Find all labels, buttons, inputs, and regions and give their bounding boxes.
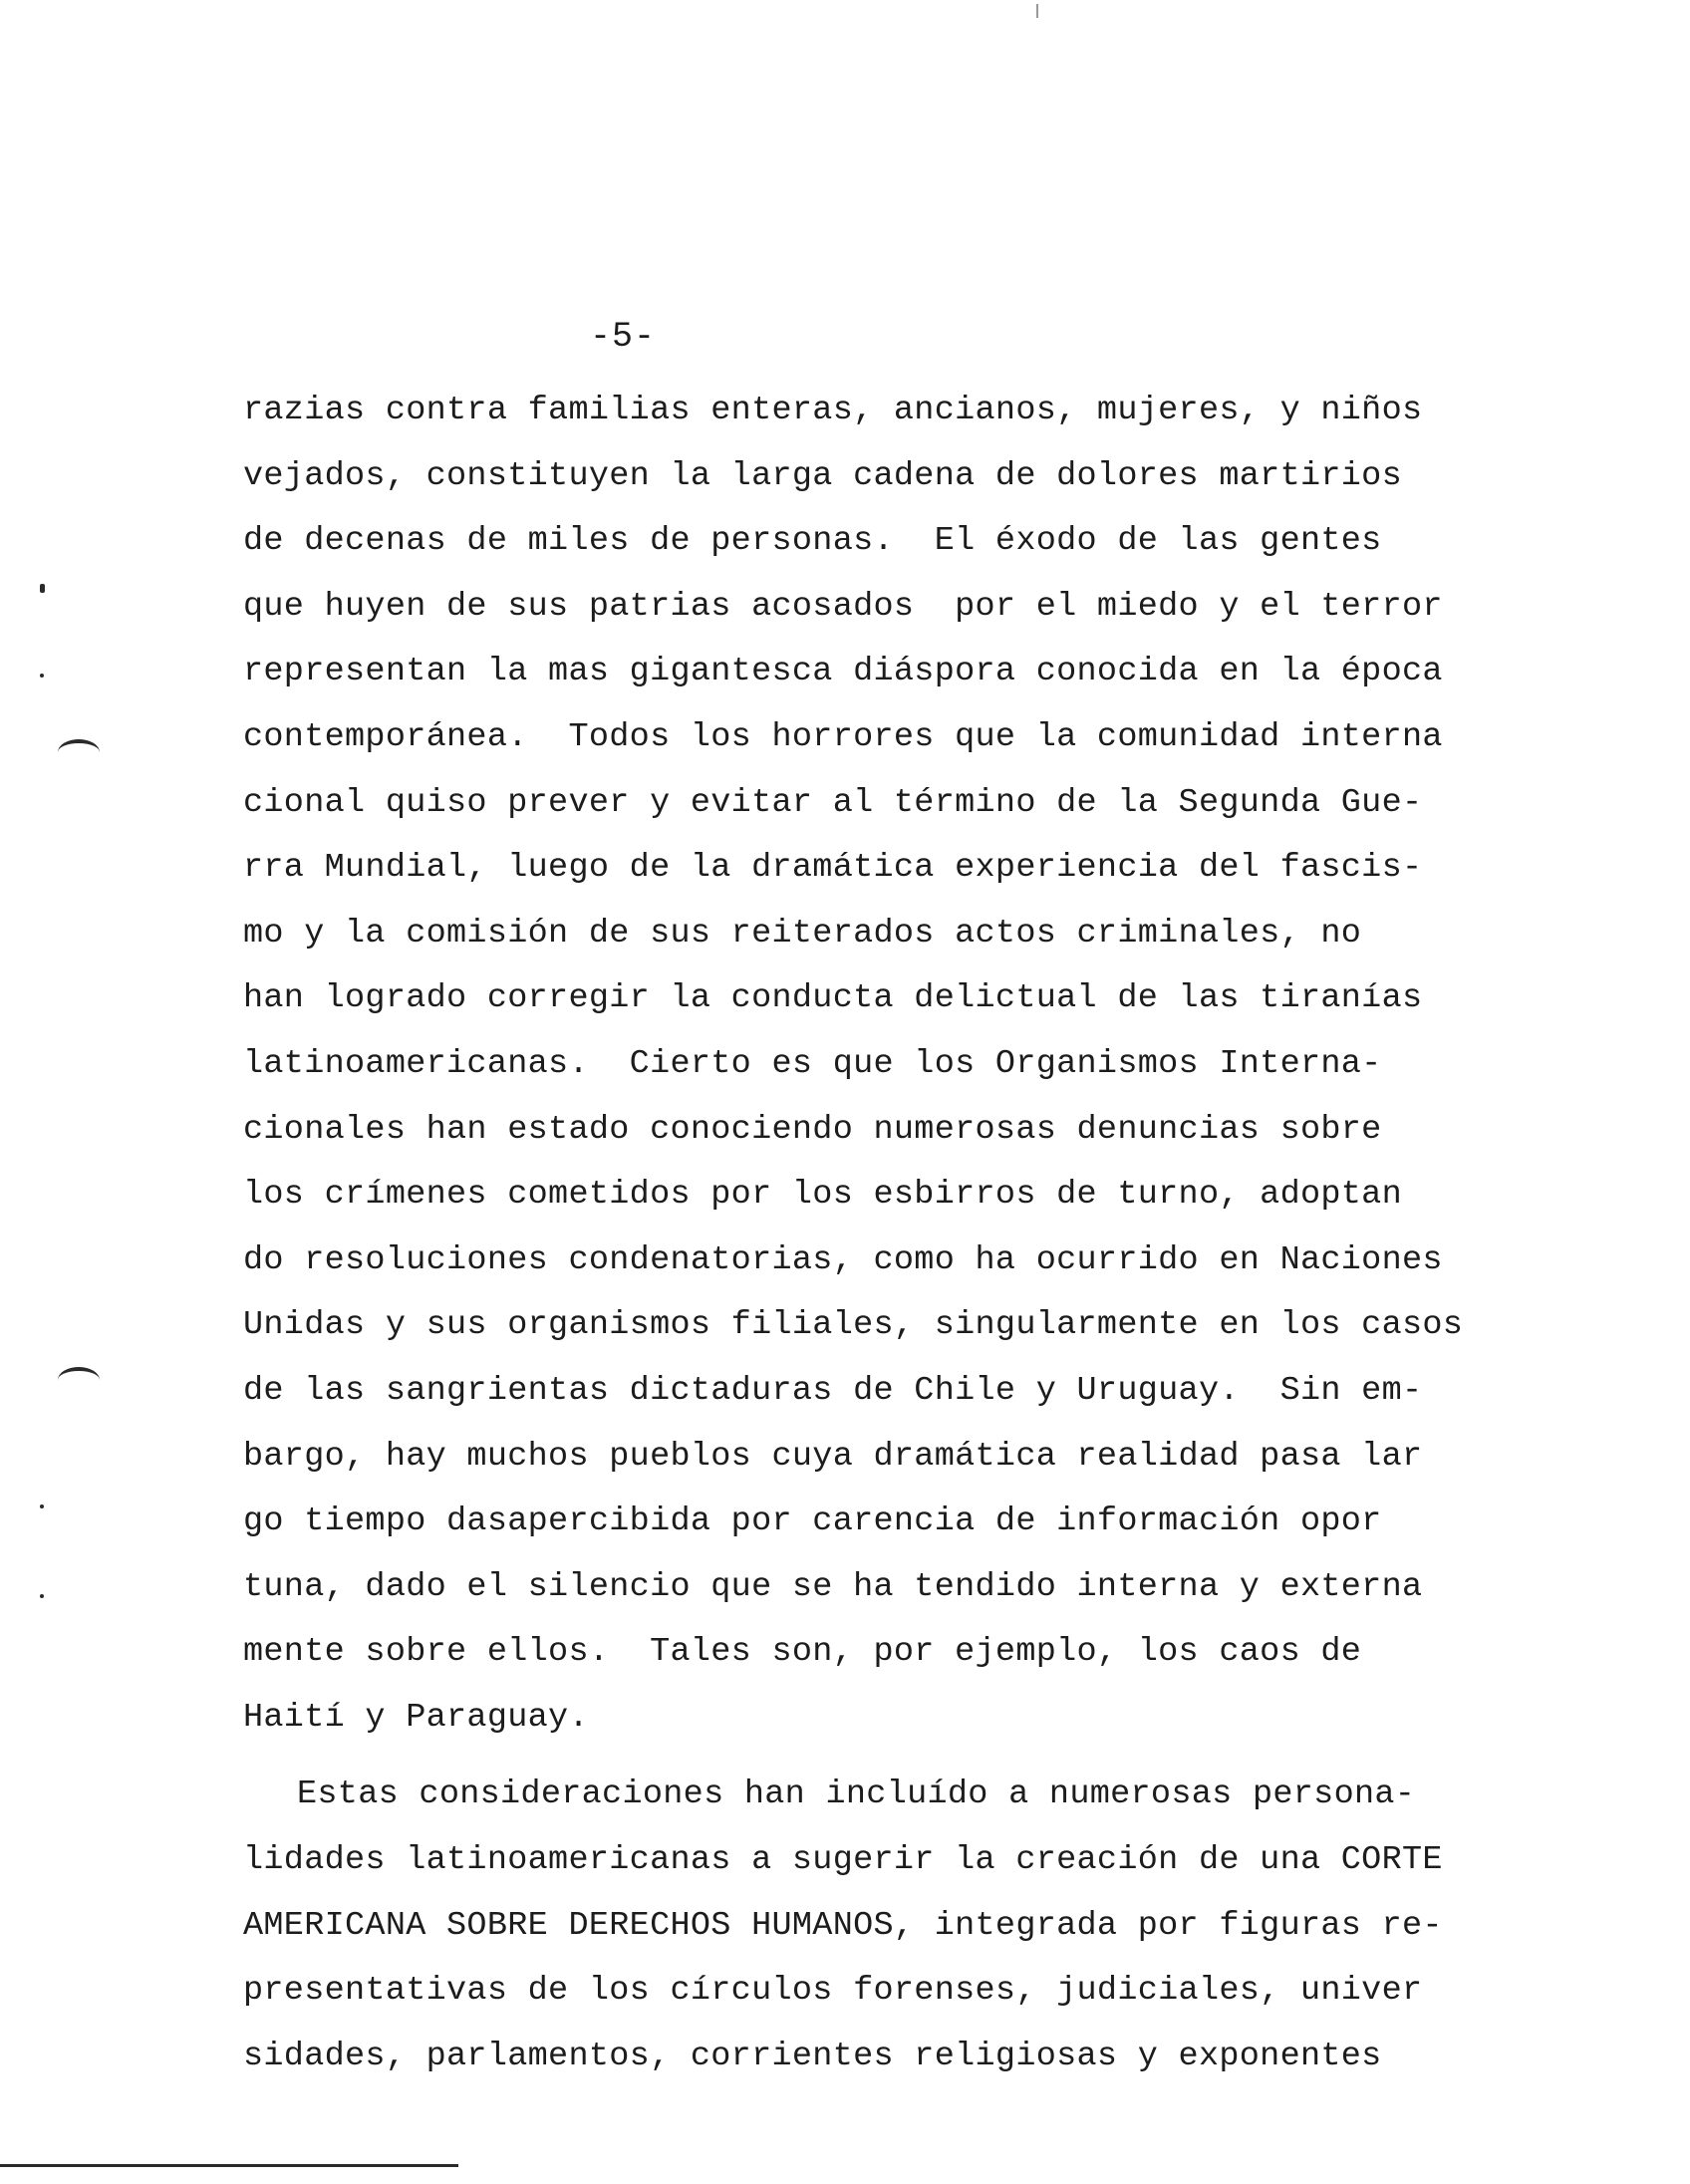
scan-artifact-dot [40,584,45,593]
text-line: AMERICANA SOBRE DERECHOS HUMANOS, integrada por figuras re- [243,1906,1443,1945]
text-line: mente sobre ellos. Tales son, por ejemplo, los caos de [243,1633,1362,1672]
text-line: mo y la comisión de sus reiterados actos criminales, no [243,914,1362,953]
scan-artifact-dot [40,674,44,678]
paragraph-2 [243,1763,1489,2089]
scan-artifact-tick [1036,4,1038,18]
scan-artifact-dot [40,1594,44,1598]
bottom-rule-line [0,2164,458,2167]
text-line: presentativas de los círculos forenses, judiciales, univer [243,1972,1423,2011]
page-number: -5- [590,317,657,357]
punch-hole-mark [58,1367,100,1393]
text-line: han logrado corregir la conducta delictual de las tiranías [243,979,1423,1018]
text-line: vejados, constituyen la larga cadena de dolores martirios [243,456,1402,495]
text-line: latinoamericanas. Cierto es que los Organismos Interna- [243,1044,1382,1083]
text-line: go tiempo dasapercibida por carencia de información opor [243,1502,1382,1541]
text-line: representan la mas gigantesca diáspora conocida en la época [243,653,1443,691]
text-line: tuna, dado el silencio que se ha tendido interna y externa [243,1567,1423,1606]
text-line: do resoluciones condenatorias, como ha ocurrido en Naciones [243,1240,1443,1279]
text-line: los crímenes cometidos por los esbirros de turno, adoptan [243,1176,1402,1215]
text-line: cionales han estado conociendo numerosas denuncias sobre [243,1110,1382,1149]
text-line: rra Mundial, luego de la dramática experiencia del fascis- [243,849,1423,888]
text-line: bargo, hay muchos pueblos cuya dramática realidad pasa lar [243,1437,1423,1476]
scan-artifact-dot [40,1504,44,1508]
text-line: contemporánea. Todos los horrores que la comunidad interna [243,717,1443,756]
text-line: de las sangrientas dictaduras de Chile y Uruguay. Sin em- [243,1371,1423,1410]
document-body [243,379,1489,2089]
text-line: razias contra familias enteras, ancianos, mujeres, y niños [243,392,1423,429]
text-line: Unidas y sus organismos filiales, singularmente en los casos [243,1306,1464,1345]
text-line: de decenas de miles de personas. El éxodo de las gentes [243,522,1382,561]
text-line: que huyen de sus patrias acosados por el miedo y el terror [243,587,1443,626]
paragraph-1 [243,379,1489,1751]
punch-hole-mark [58,739,100,765]
text-line: Haití y Paraguay. [243,1698,589,1737]
text-line: sidades, parlamentos, corrientes religiosas y exponentes [243,2037,1382,2075]
text-line: lidades latinoamericanas a sugerir la creación de una CORTE [243,1841,1443,1880]
text-line: cional quiso prever y evitar al término de la Segunda Gue- [243,783,1423,822]
text-line: Estas consideraciones han incluído a numerosas persona- [297,1775,1416,1814]
